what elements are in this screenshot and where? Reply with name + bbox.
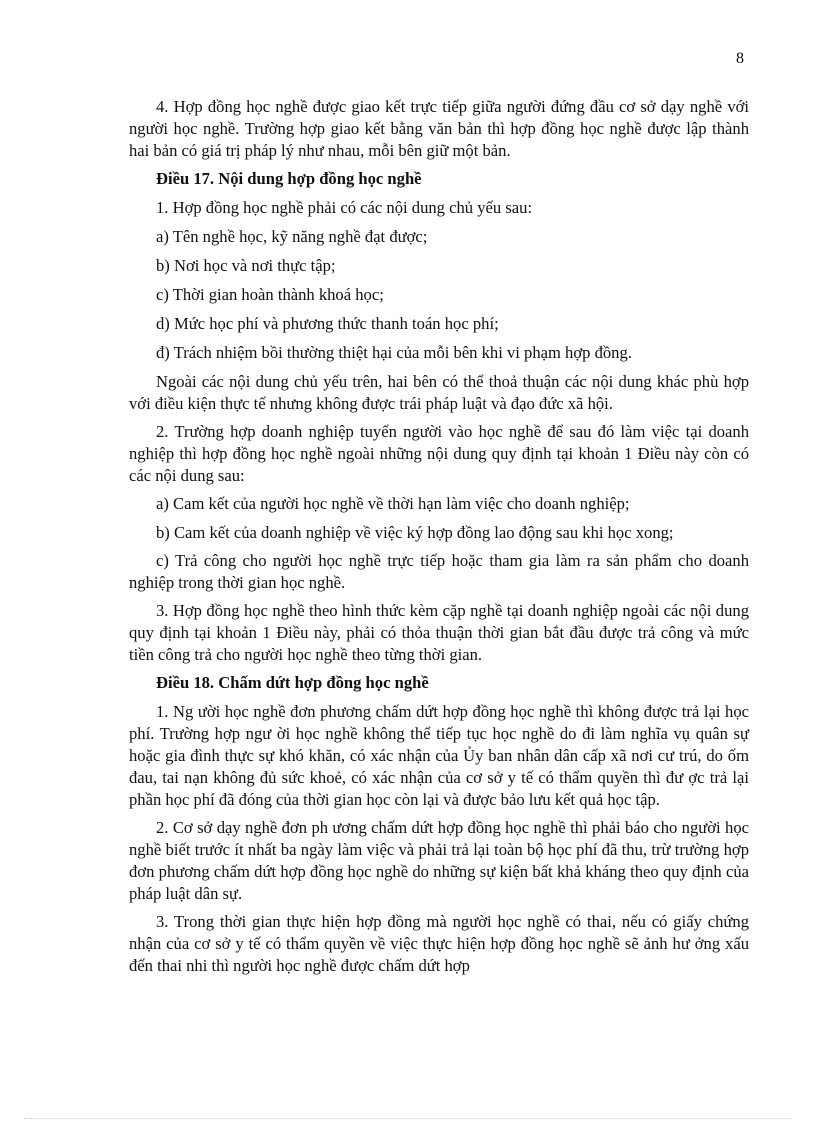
list-item: a) Tên nghề học, kỹ năng nghề đạt được; — [156, 227, 428, 246]
paragraph: 2. Cơ sở dạy nghề đơn ph ương chấm dứt hợp đồng học nghề thì phải báo cho người học nghề biết trước ít nhất ba ngày làm việc và phải trả lại toàn bộ học phí đã thu, trừ trường hợp đơn phương chấm dứt hợp đồng học nghề do những sự kiện bất khả kháng theo quy định của pháp luật dân sự. — [129, 818, 749, 903]
paragraph: 3. Hợp đồng học nghề theo hình thức kèm cặp nghề tại doanh nghiệp ngoài các nội dung quy định tại khoản 1 Điều này, phải có thỏa thuận thời gian bắt đầu được trả công và mức tiền công trả cho người học nghề theo từng thời gian. — [129, 601, 749, 664]
page-number: 8 — [736, 50, 744, 67]
paragraph: 3. Trong thời gian thực hiện hợp đồng mà người học nghề có thai, nếu có giấy chứng nhận của cơ sở y tế có thẩm quyền về việc thực hiện hợp đồng học nghề sẽ ảnh hư ởng xấu đến thai nhi thì người học nghề được chấm dứt hợp — [129, 912, 749, 975]
list-item: đ) Trách nhiệm bồi thường thiệt hại của mỗi bên khi vi phạm hợp đồng. — [156, 343, 632, 362]
list-item: 1. Hợp đồng học nghề phải có các nội dung chủ yếu sau: — [156, 198, 533, 217]
paragraph: c) Trả công cho người học nghề trực tiếp hoặc tham gia làm ra sản phẩm cho doanh nghiệp trong thời gian học nghề. — [129, 551, 749, 592]
article-17-heading: Điều 17. Nội dung hợp đồng học nghề — [156, 169, 422, 188]
paragraph: 1. Ng ười học nghề đơn phương chấm dứt hợp đồng học nghề thì không được trả lại học phí. Trường hợp ngư ời học nghề không thể tiếp tục học nghề do đi làm nghĩa vụ quân sự hoặc gia đình thực sự khó khăn, có xác nhận của Ủy ban nhân dân cấp xã nơi cư trú, do ốm đau, tai nạn không đủ sức khoẻ, có xác nhận của cơ sở y tế có thẩm quyền thì đư ợc trả lại phần học phí đã đóng của thời gian học còn lại và được bảo lưu kết quả học tập. — [129, 702, 749, 809]
list-item: d) Mức học phí và phương thức thanh toán học phí; — [156, 314, 499, 333]
paragraph: b) Cam kết của doanh nghiệp về việc ký hợp đồng lao động sau khi học xong; — [156, 523, 674, 542]
page-bottom-divider — [24, 1118, 792, 1119]
list-item: b) Nơi học và nơi thực tập; — [156, 256, 336, 275]
list-item: c) Thời gian hoàn thành khoá học; — [156, 285, 384, 304]
paragraph: 2. Trường hợp doanh nghiệp tuyển người vào học nghề để sau đó làm việc tại doanh nghiệp thì hợp đồng học nghề ngoài những nội dung quy định tại khoản 1 Điều này còn có các nội dung sau: — [129, 422, 749, 485]
list-item: a) Cam kết của người học nghề về thời hạn làm việc cho doanh nghiệp; — [156, 494, 630, 513]
article-18-heading: Điều 18. Chấm dứt hợp đồng học nghề — [156, 673, 429, 692]
paragraph: Ngoài các nội dung chủ yếu trên, hai bên có thể thoả thuận các nội dung khác phù hợp với điều kiện thực tế nhưng không được trái pháp luật và đạo đức xã hội. — [129, 372, 749, 413]
paragraph-clause-4: 4. Hợp đồng học nghề được giao kết trực tiếp giữa người đứng đầu cơ sở dạy nghề với người học nghề. Trường hợp giao kết bằng văn bản thì hợp đồng học nghề được lập thành hai bản có giá trị pháp lý như nhau, mỗi bên giữ một bản. — [129, 97, 749, 160]
document-body — [129, 96, 749, 977]
